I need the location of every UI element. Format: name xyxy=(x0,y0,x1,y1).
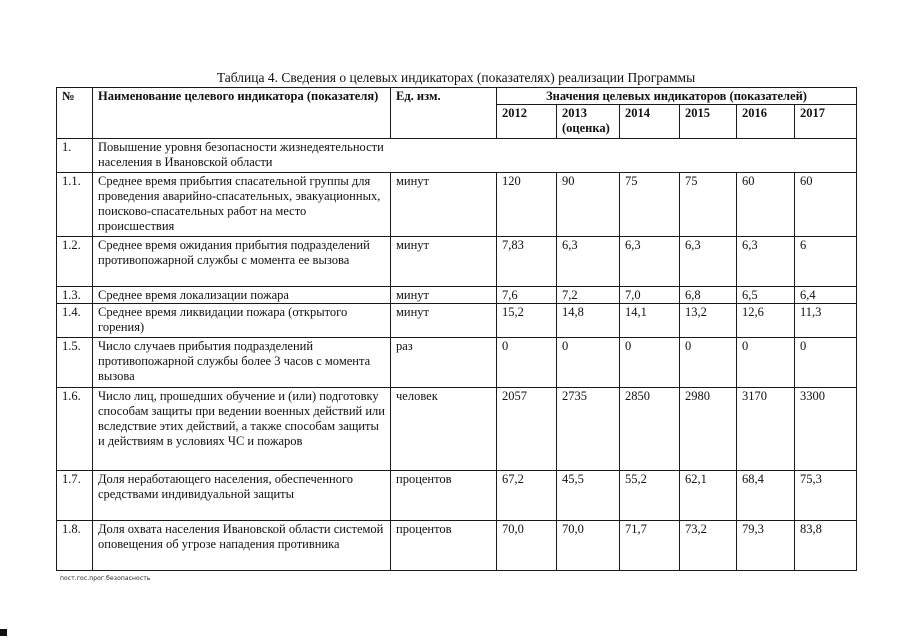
row-value: 71,7 xyxy=(620,521,680,571)
row-value: 2057 xyxy=(497,388,557,471)
indicators-table xyxy=(56,87,857,571)
row-name: Среднее время ожидания прибытия подразделений противопожарной службы с момента ее вызова xyxy=(93,237,391,287)
table-row xyxy=(57,237,857,287)
row-name: Число случаев прибытия подразделений противопожарной службы более 3 часов с момента вызова xyxy=(93,338,391,388)
row-num: 1.3. xyxy=(57,287,93,304)
row-num: 1.1. xyxy=(57,173,93,237)
table-row xyxy=(57,521,857,571)
footnote: пост.гос.прог.безопасность xyxy=(60,575,151,582)
row-unit: раз xyxy=(391,338,497,388)
row-value: 6,3 xyxy=(737,237,795,287)
row-value: 6,3 xyxy=(557,237,620,287)
row-value: 2850 xyxy=(620,388,680,471)
row-value: 67,2 xyxy=(497,471,557,521)
row-value: 2735 xyxy=(557,388,620,471)
row-unit: минут xyxy=(391,173,497,237)
row-value: 60 xyxy=(795,173,857,237)
row-value: 60 xyxy=(737,173,795,237)
row-value: 75 xyxy=(620,173,680,237)
section-row xyxy=(57,139,857,173)
row-value: 6,3 xyxy=(680,237,737,287)
header-year: 2012 xyxy=(497,105,557,139)
row-name: Среднее время прибытия спасательной группы для проведения аварийно-спасательных, эвакуационных, поисково-спасательных работ на место происшествия xyxy=(93,173,391,237)
row-value: 70,0 xyxy=(557,521,620,571)
row-value: 75,3 xyxy=(795,471,857,521)
row-value: 7,2 xyxy=(557,287,620,304)
row-value: 0 xyxy=(557,338,620,388)
row-name: Доля охвата населения Ивановской области системой оповещения об угрозе нападения противника xyxy=(93,521,391,571)
row-unit: минут xyxy=(391,287,497,304)
row-unit: человек xyxy=(391,388,497,471)
table-row xyxy=(57,287,857,304)
row-value: 6 xyxy=(795,237,857,287)
section-num: 1. xyxy=(57,139,93,173)
row-value: 7,6 xyxy=(497,287,557,304)
row-value: 7,0 xyxy=(620,287,680,304)
row-value: 0 xyxy=(680,338,737,388)
row-value: 73,2 xyxy=(680,521,737,571)
header-year: 2016 xyxy=(737,105,795,139)
header-unit: Ед. изм. xyxy=(391,88,497,139)
row-num: 1.6. xyxy=(57,388,93,471)
row-name: Среднее время ликвидации пожара (открытого горения) xyxy=(93,304,391,338)
row-value: 75 xyxy=(680,173,737,237)
row-value: 70,0 xyxy=(497,521,557,571)
row-value: 0 xyxy=(620,338,680,388)
table-row xyxy=(57,304,857,338)
row-value: 0 xyxy=(795,338,857,388)
row-name: Число лиц, прошедших обучение и (или) подготовку способам защиты при ведении военных действий или вследствие этих действий, а также способам защиты и действиям в условиях ЧС и пожаров xyxy=(93,388,391,471)
table-row xyxy=(57,173,857,237)
row-num: 1.7. xyxy=(57,471,93,521)
row-value: 62,1 xyxy=(680,471,737,521)
header-name: Наименование целевого индикатора (показателя) xyxy=(93,88,391,139)
row-value: 12,6 xyxy=(737,304,795,338)
row-unit: минут xyxy=(391,304,497,338)
row-value: 14,1 xyxy=(620,304,680,338)
row-value: 3170 xyxy=(737,388,795,471)
row-unit: процентов xyxy=(391,471,497,521)
section-title: Повышение уровня безопасности жизнедеятельности населения в Ивановской области xyxy=(93,139,857,173)
row-num: 1.8. xyxy=(57,521,93,571)
row-value: 2980 xyxy=(680,388,737,471)
row-name: Среднее время локализации пожара xyxy=(93,287,391,304)
header-num: № xyxy=(57,88,93,139)
row-value: 13,2 xyxy=(680,304,737,338)
row-value: 14,8 xyxy=(557,304,620,338)
row-unit: процентов xyxy=(391,521,497,571)
row-num: 1.4. xyxy=(57,304,93,338)
row-value: 6,8 xyxy=(680,287,737,304)
table-row xyxy=(57,388,857,471)
scan-mark xyxy=(0,629,7,636)
row-value: 11,3 xyxy=(795,304,857,338)
header-year: 2014 xyxy=(620,105,680,139)
row-unit: минут xyxy=(391,237,497,287)
row-value: 120 xyxy=(497,173,557,237)
row-value: 6,5 xyxy=(737,287,795,304)
header-year: 2013 (оценка) xyxy=(557,105,620,139)
row-value: 55,2 xyxy=(620,471,680,521)
table-caption: Таблица 4. Сведения о целевых индикаторах (показателях) реализации Программы xyxy=(216,70,696,85)
header-year: 2017 xyxy=(795,105,857,139)
row-value: 6,3 xyxy=(620,237,680,287)
header-year: 2015 xyxy=(680,105,737,139)
row-value: 79,3 xyxy=(737,521,795,571)
row-value: 6,4 xyxy=(795,287,857,304)
row-num: 1.5. xyxy=(57,338,93,388)
row-name: Доля неработающего населения, обеспеченного средствами индивидуальной защиты xyxy=(93,471,391,521)
row-value: 3300 xyxy=(795,388,857,471)
row-value: 0 xyxy=(497,338,557,388)
row-value: 15,2 xyxy=(497,304,557,338)
row-num: 1.2. xyxy=(57,237,93,287)
row-value: 68,4 xyxy=(737,471,795,521)
row-value: 90 xyxy=(557,173,620,237)
table-row xyxy=(57,338,857,388)
table-row xyxy=(57,471,857,521)
row-value: 0 xyxy=(737,338,795,388)
row-value: 45,5 xyxy=(557,471,620,521)
header-values-group: Значения целевых индикаторов (показателей) xyxy=(497,88,857,105)
row-value: 7,83 xyxy=(497,237,557,287)
row-value: 83,8 xyxy=(795,521,857,571)
